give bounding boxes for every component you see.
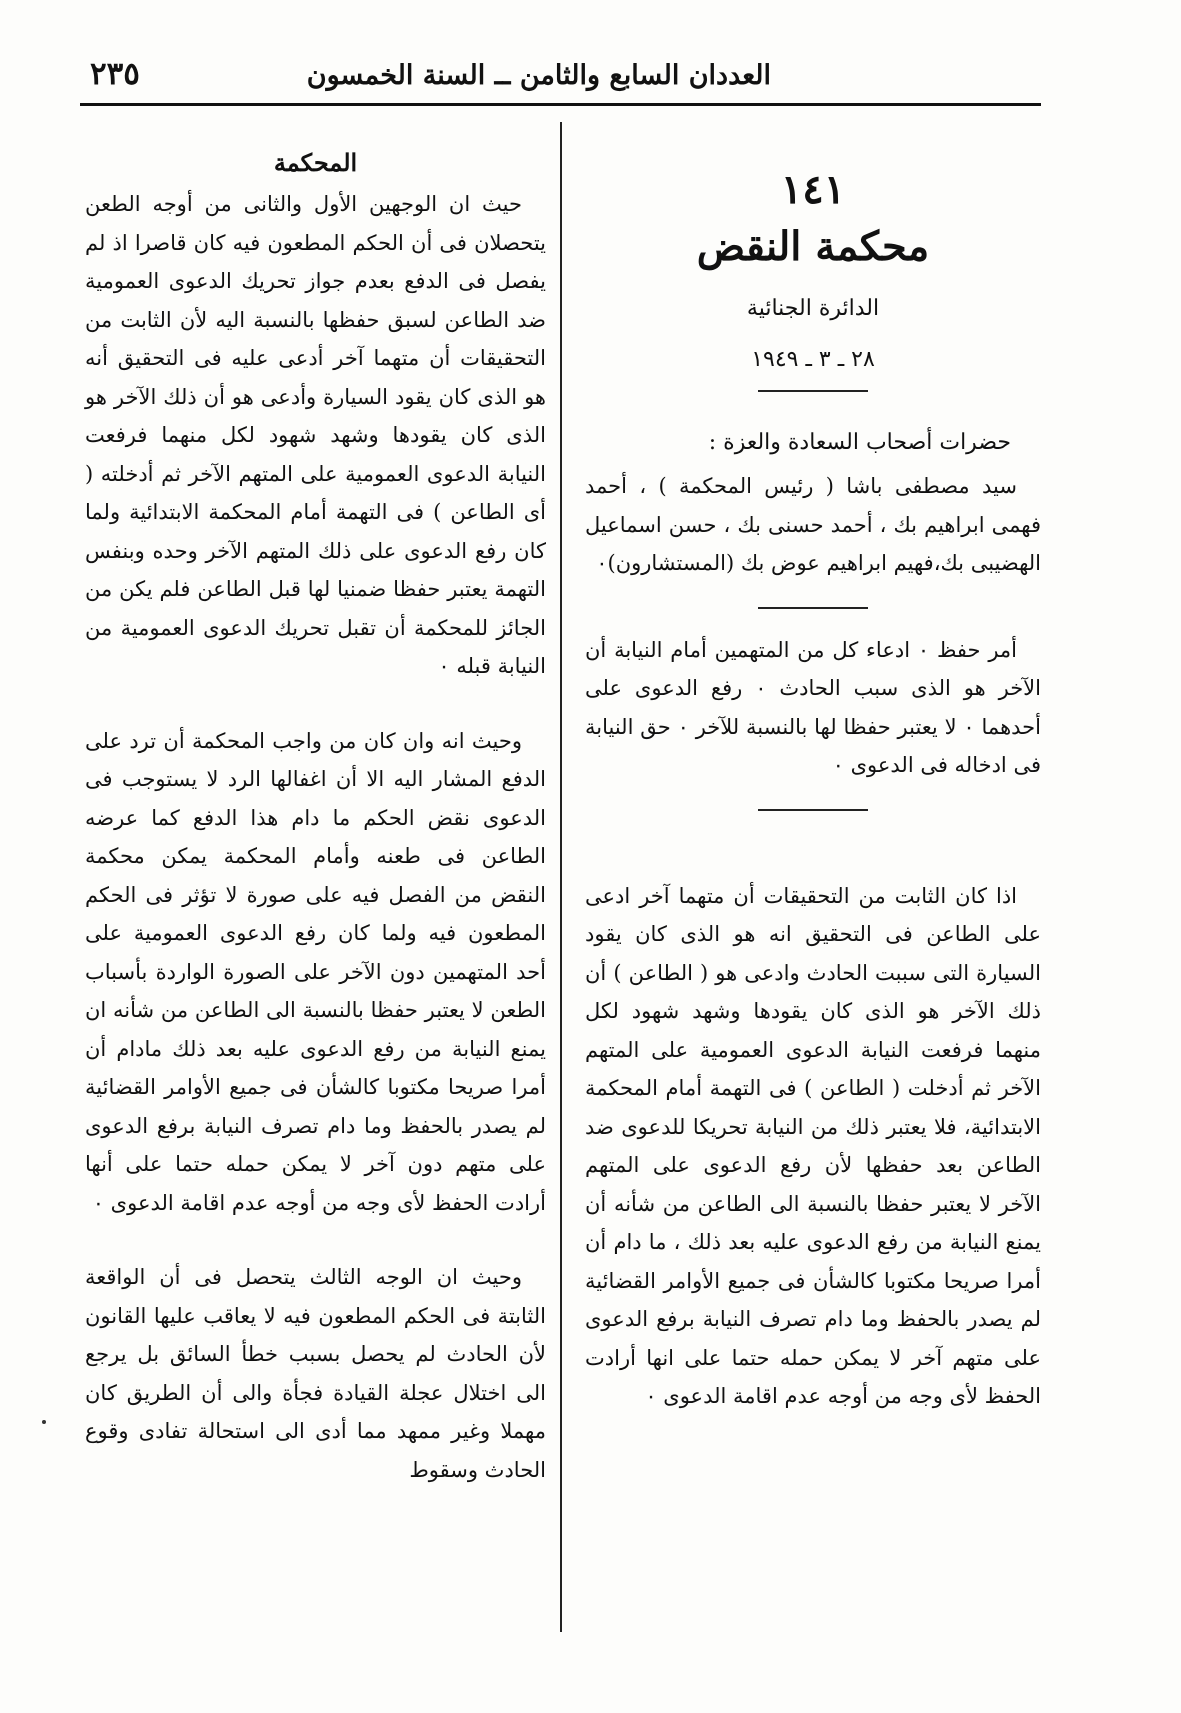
case-number: ١٤١ (780, 166, 846, 213)
right-column (585, 148, 1041, 1416)
legal-principle: اذا كان الثابت من التحقيقات أن متهما آخر ادعى على الطاعن فى التحقيق انه هو الذى كان يقود السيارة التى سببت الحادث وادعى هو ( الطاعن ) أن ذلك الآخر هو الذى كان يقودها وشهد شهود لكل منهما فرفعت النيابة الدعوى العمومية على المتهم الآخر ثم أدخلت ( الطاعن ) فى التهمة أمام المحكمة الابتدائية، فلا يعتبر ذلك من النيابة تحريكا للدعوى ضد الطاعن بعد حفظها لأن رفع الدعوى على المتهم الآخر لا يعتبر حفظا بالنسبة الى الطاعن من شأنه أن يمنع النيابة من رفع الدعوى عليه بعد ذلك ، ما دام أن أمرا صريحا مكتوبا كالشأن فى جميع الأوامر القضائية لم يصدر بالحفظ وما دام تصرف النيابة برفع الدعوى على متهم آخر لا يمكن حمله حتما على انها أرادت الحفظ لأى وجه من أوجه عدم اقامة الدعوى ٠ (585, 883, 1041, 1408)
court-members: سيد مصطفى باشا ( رئيس المحكمة ) ، أحمد فهمى ابراهيم بك ، أحمد حسنى بك ، حسن اسماعيل الهضيبى بك،فهيم ابراهيم عوض بك (المستشارون)٠ (585, 474, 1041, 575)
decision-date: ٢٨ ـ ٣ ـ ١٩٤٩ (751, 347, 875, 372)
header-rule (80, 103, 1041, 106)
chamber-name: الدائرة الجنائية (746, 296, 880, 321)
judgment-paragraph: وحيث ان الوجه الثالث يتحصل فى أن الواقعة الثابتة فى الحكم المطعون فيه لا يعاقب عليها القانون لأن الحادث لم يحصل بسبب خطأ السائق بل يرجع الى اختلال عجلة القيادة فجأة والى أن الطريق كان مهملا وغير ممهد مما أدى الى استحالة تفادى وقوع الحادث وسقوط (85, 1265, 546, 1482)
running-head: العددان السابع والثامن ــ السنة الخمسون (306, 60, 771, 91)
separator-rule (758, 607, 868, 609)
judgment-paragraph: حيث ان الوجهين الأول والثانى من أوجه الطعن يتحصلان فى أن الحكم المطعون فيه كان قاصرا اذ لم يفصل فى الدفع بعدم جواز تحريك الدعوى العمومية ضد الطاعن لسبق حفظها بالنسبة اليه لأن الثابت من التحقيقات أن متهما آخر أدعى عليه فى التحقيق أنه هو الذى كان يقود السيارة وأدعى هو أن ذلك الآخر هو الذى كان يقودها وشهد شهود لكل منهما فرفعت النيابة الدعوى العمومية على المتهم الآخر ثم أدخلته ( أى الطاعن ) فى التهمة أمام المحكمة الابتدائية ولما كان رفع الدعوى على ذلك المتهم الآخر وحده وبنفس التهمة يعتبر حفظا ضمنيا لها قبل الطاعن فلم يكن من الجائز للمحكمة أن تقبل تحريك الدعوى العمومية من النيابة قبله ٠ (85, 192, 546, 678)
presence-title: حضرات أصحاب السعادة والعزة : (708, 430, 1011, 455)
court-title: محكمة النقض (696, 223, 930, 270)
separator-rule (758, 390, 868, 392)
page-number: ٢٣٥ (90, 56, 140, 92)
left-column (85, 148, 546, 1489)
scan-speck (42, 1420, 46, 1424)
section-heading: المحكمة (273, 148, 358, 177)
page-header (80, 52, 1101, 102)
case-summary: أمر حفظ ٠ ادعاء كل من المتهمين أمام النيابة أن الآخر هو الذى سبب الحادث ٠ رفع الدعوى على أحدهما ٠ لا يعتبر حفظا لها بالنسبة للآخر ٠ حق النيابة فى ادخاله فى الدعوى ٠ (585, 637, 1041, 777)
column-divider (560, 122, 562, 1632)
separator-rule (758, 809, 868, 811)
judgment-paragraph: وحيث انه وان كان من واجب المحكمة أن ترد على الدفع المشار اليه الا أن اغفالها الرد لا يستوجب فى الدعوى نقض الحكم ما دام هذا الدفع كما عرضه الطاعن فى طعنه وأمام المحكمة يمكن محكمة النقض من الفصل فيه على صورة لا تؤثر فى الحكم المطعون فيه ولما كان رفع الدعوى العمومية على أحد المتهمين دون الآخر على الصورة الواردة بأسباب الطعن لا يعتبر حفظا بالنسبة الى الطاعن من شأنه ان يمنع النيابة من رفع الدعوى عليه بعد ذلك مادام أن أمرا صريحا مكتوبا كالشأن فى جميع الأوامر القضائية لم يصدر بالحفظ وما دام تصرف النيابة برفع الدعوى على متهم دون آخر لا يمكن حمله حتما على أنها أرادت الحفظ لأى وجه من أوجه عدم اقامة الدعوى ٠ (85, 728, 546, 1215)
